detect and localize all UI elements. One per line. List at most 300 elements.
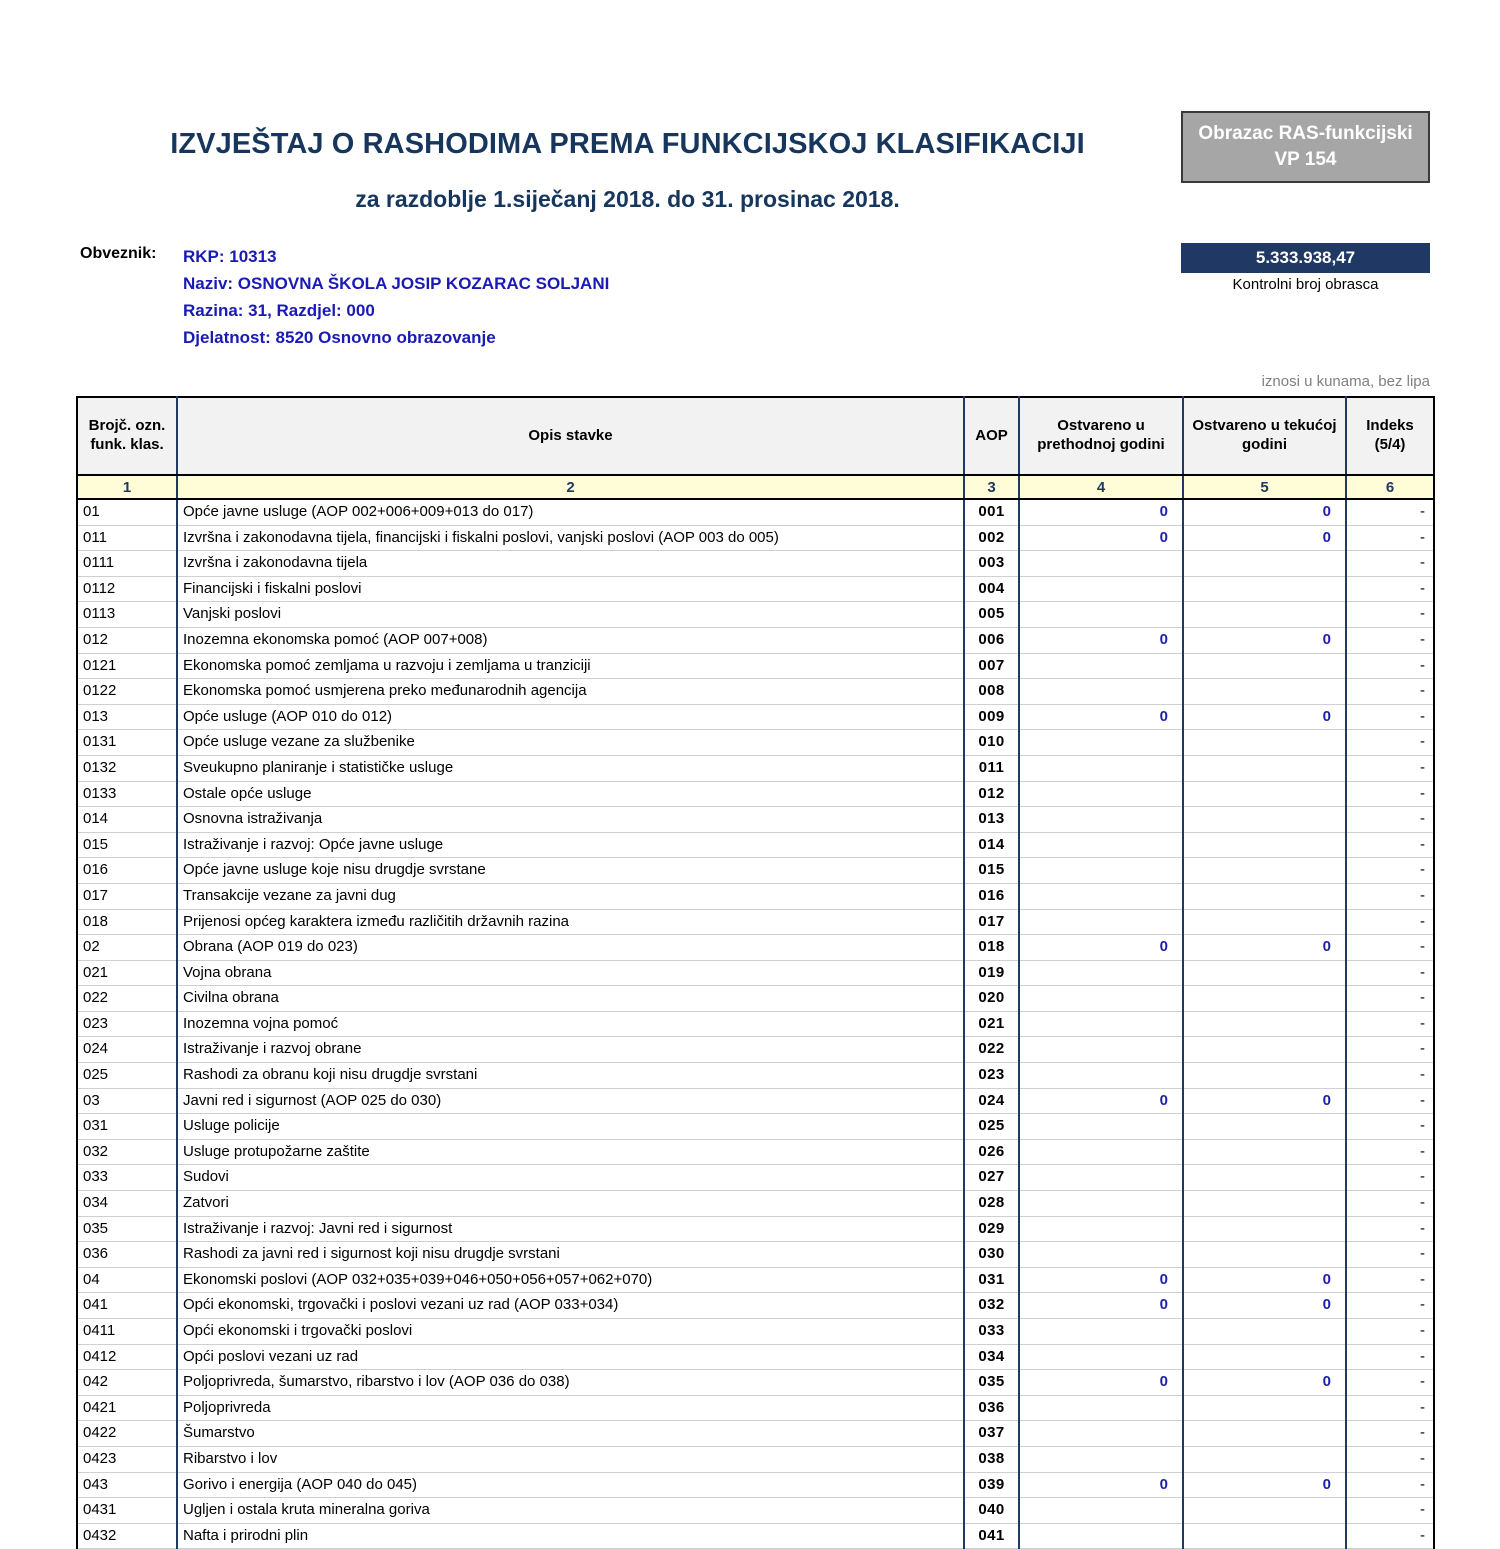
table-row xyxy=(77,1114,1434,1140)
obveznik-details xyxy=(183,244,609,352)
row-aop: 022 xyxy=(964,1037,1019,1063)
table-row xyxy=(77,653,1434,679)
row-opis: Gorivo i energija (AOP 040 do 045) xyxy=(177,1472,964,1498)
row-prev-year xyxy=(1019,1446,1183,1472)
row-aop: 021 xyxy=(964,1011,1019,1037)
row-funk-klas: 0411 xyxy=(77,1319,177,1345)
row-indeks: - xyxy=(1346,1395,1434,1421)
row-curr-year xyxy=(1183,576,1346,602)
row-prev-year xyxy=(1019,1165,1183,1191)
obveznik-label: Obveznik: xyxy=(80,245,157,262)
table-head xyxy=(77,397,1434,499)
row-opis: Izvršna i zakonodavna tijela, financijski i fiskalni poslovi, vanjski poslovi (AOP 003 do 005) xyxy=(177,525,964,551)
row-curr-year xyxy=(1183,1319,1346,1345)
row-opis: Transakcije vezane za javni dug xyxy=(177,883,964,909)
row-curr-year xyxy=(1183,832,1346,858)
table-row xyxy=(77,627,1434,653)
expenses-table-wrapper xyxy=(76,396,1433,1549)
row-aop: 033 xyxy=(964,1319,1019,1345)
table-row xyxy=(77,1139,1434,1165)
row-opis: Opće usluge vezane za službenike xyxy=(177,730,964,756)
row-opis: Osnovna istraživanja xyxy=(177,807,964,833)
obveznik-naziv: Naziv: OSNOVNA ŠKOLA JOSIP KOZARAC SOLJANI xyxy=(183,274,610,293)
row-funk-klas: 024 xyxy=(77,1037,177,1063)
row-prev-year: 0 xyxy=(1019,1088,1183,1114)
row-curr-year: 0 xyxy=(1183,1293,1346,1319)
row-prev-year: 0 xyxy=(1019,1293,1183,1319)
row-indeks: - xyxy=(1346,525,1434,551)
row-funk-klas: 014 xyxy=(77,807,177,833)
obveznik-djelatnost: Djelatnost: 8520 Osnovno obrazovanje xyxy=(183,328,496,347)
row-funk-klas: 03 xyxy=(77,1088,177,1114)
row-funk-klas: 036 xyxy=(77,1242,177,1268)
row-prev-year xyxy=(1019,807,1183,833)
row-prev-year: 0 xyxy=(1019,499,1183,525)
row-curr-year xyxy=(1183,1498,1346,1524)
row-aop: 006 xyxy=(964,627,1019,653)
row-funk-klas: 04 xyxy=(77,1267,177,1293)
row-funk-klas: 0421 xyxy=(77,1395,177,1421)
table-header-row xyxy=(77,397,1434,475)
row-prev-year: 0 xyxy=(1019,935,1183,961)
row-opis: Rashodi za obranu koji nisu drugdje svrstani xyxy=(177,1063,964,1089)
row-curr-year: 0 xyxy=(1183,525,1346,551)
row-indeks: - xyxy=(1346,960,1434,986)
row-funk-klas: 021 xyxy=(77,960,177,986)
row-prev-year: 0 xyxy=(1019,1370,1183,1396)
row-curr-year: 0 xyxy=(1183,1370,1346,1396)
row-indeks: - xyxy=(1346,858,1434,884)
row-aop: 007 xyxy=(964,653,1019,679)
row-prev-year xyxy=(1019,781,1183,807)
row-indeks: - xyxy=(1346,1472,1434,1498)
row-indeks: - xyxy=(1346,807,1434,833)
row-aop: 014 xyxy=(964,832,1019,858)
row-curr-year: 0 xyxy=(1183,1088,1346,1114)
row-opis: Opće javne usluge (AOP 002+006+009+013 do 017) xyxy=(177,499,964,525)
row-aop: 038 xyxy=(964,1446,1019,1472)
row-curr-year xyxy=(1183,1063,1346,1089)
row-funk-klas: 0422 xyxy=(77,1421,177,1447)
row-indeks: - xyxy=(1346,832,1434,858)
row-indeks: - xyxy=(1346,1344,1434,1370)
row-opis: Inozemna vojna pomoć xyxy=(177,1011,964,1037)
row-prev-year xyxy=(1019,1395,1183,1421)
row-opis: Ekonomska pomoć usmjerena preko međunarodnih agencija xyxy=(177,679,964,705)
row-aop: 027 xyxy=(964,1165,1019,1191)
col-header-funk-klas xyxy=(77,397,177,475)
row-aop: 037 xyxy=(964,1421,1019,1447)
row-funk-klas: 01 xyxy=(77,499,177,525)
row-opis: Sudovi xyxy=(177,1165,964,1191)
table-row xyxy=(77,1191,1434,1217)
row-prev-year xyxy=(1019,1242,1183,1268)
row-aop: 015 xyxy=(964,858,1019,884)
row-aop: 009 xyxy=(964,704,1019,730)
row-funk-klas: 0412 xyxy=(77,1344,177,1370)
row-curr-year xyxy=(1183,883,1346,909)
table-row xyxy=(77,909,1434,935)
row-indeks: - xyxy=(1346,1216,1434,1242)
row-curr-year xyxy=(1183,1523,1346,1549)
expenses-table xyxy=(76,396,1435,1549)
row-opis: Istraživanje i razvoj: Javni red i sigurnost xyxy=(177,1216,964,1242)
row-indeks: - xyxy=(1346,883,1434,909)
row-aop: 020 xyxy=(964,986,1019,1012)
row-indeks: - xyxy=(1346,1293,1434,1319)
table-row xyxy=(77,1037,1434,1063)
row-prev-year xyxy=(1019,858,1183,884)
row-prev-year xyxy=(1019,1344,1183,1370)
row-funk-klas: 041 xyxy=(77,1293,177,1319)
row-prev-year xyxy=(1019,1114,1183,1140)
form-code-line2: VP 154 xyxy=(1274,149,1337,170)
row-curr-year: 0 xyxy=(1183,627,1346,653)
col-header-indeks-line1: Indeks xyxy=(1366,417,1414,435)
table-row xyxy=(77,960,1434,986)
obveznik-rkp: RKP: 10313 xyxy=(183,247,277,266)
row-indeks: - xyxy=(1346,1421,1434,1447)
row-funk-klas: 0133 xyxy=(77,781,177,807)
row-curr-year xyxy=(1183,1421,1346,1447)
col-header-prev-year xyxy=(1019,397,1183,475)
row-funk-klas: 011 xyxy=(77,525,177,551)
table-row xyxy=(77,1242,1434,1268)
row-indeks: - xyxy=(1346,1242,1434,1268)
row-indeks: - xyxy=(1346,1370,1434,1396)
table-row xyxy=(77,704,1434,730)
row-aop: 008 xyxy=(964,679,1019,705)
table-column-number-row xyxy=(77,475,1434,499)
col-number-6: 6 xyxy=(1346,475,1434,499)
row-aop: 028 xyxy=(964,1191,1019,1217)
row-indeks: - xyxy=(1346,1165,1434,1191)
table-row xyxy=(77,1344,1434,1370)
table-row xyxy=(77,1421,1434,1447)
col-header-indeks xyxy=(1346,397,1434,475)
table-row xyxy=(77,883,1434,909)
row-aop: 003 xyxy=(964,551,1019,577)
row-opis: Financijski i fiskalni poslovi xyxy=(177,576,964,602)
row-curr-year xyxy=(1183,1344,1346,1370)
row-aop: 012 xyxy=(964,781,1019,807)
page-subtitle: za razdoblje 1.siječanj 2018. do 31. prosinac 2018. xyxy=(355,186,900,212)
row-curr-year xyxy=(1183,960,1346,986)
row-opis: Vanjski poslovi xyxy=(177,602,964,628)
row-funk-klas: 032 xyxy=(77,1139,177,1165)
row-curr-year xyxy=(1183,1165,1346,1191)
row-prev-year xyxy=(1019,1421,1183,1447)
row-opis: Nafta i prirodni plin xyxy=(177,1523,964,1549)
row-curr-year xyxy=(1183,986,1346,1012)
row-curr-year xyxy=(1183,602,1346,628)
row-indeks: - xyxy=(1346,627,1434,653)
row-prev-year xyxy=(1019,551,1183,577)
row-opis: Inozemna ekonomska pomoć (AOP 007+008) xyxy=(177,627,964,653)
form-code-line1: Obrazac RAS-funkcijski xyxy=(1198,123,1413,145)
row-aop: 002 xyxy=(964,525,1019,551)
row-funk-klas: 034 xyxy=(77,1191,177,1217)
row-prev-year: 0 xyxy=(1019,704,1183,730)
row-indeks: - xyxy=(1346,935,1434,961)
row-opis: Ekonomski poslovi (AOP 032+035+039+046+050+056+057+062+070) xyxy=(177,1267,964,1293)
col-number-2: 2 xyxy=(177,475,964,499)
page-title: IZVJEŠTAJ O RASHODIMA PREMA FUNKCIJSKOJ KLASIFIKACIJI xyxy=(170,128,1085,160)
col-number-3: 3 xyxy=(964,475,1019,499)
row-indeks: - xyxy=(1346,730,1434,756)
row-aop: 016 xyxy=(964,883,1019,909)
row-indeks: - xyxy=(1346,679,1434,705)
units-note: iznosi u kunama, bez lipa xyxy=(1261,373,1430,390)
col-header-funk-klas-line1: Brojč. ozn. xyxy=(88,417,166,435)
table-row xyxy=(77,1472,1434,1498)
row-opis: Zatvori xyxy=(177,1191,964,1217)
row-prev-year xyxy=(1019,576,1183,602)
row-indeks: - xyxy=(1346,1139,1434,1165)
row-curr-year xyxy=(1183,807,1346,833)
row-aop: 036 xyxy=(964,1395,1019,1421)
row-curr-year xyxy=(1183,1139,1346,1165)
row-funk-klas: 013 xyxy=(77,704,177,730)
row-indeks: - xyxy=(1346,1063,1434,1089)
table-body xyxy=(77,499,1434,1549)
row-curr-year xyxy=(1183,1216,1346,1242)
row-prev-year xyxy=(1019,1037,1183,1063)
table-row xyxy=(77,781,1434,807)
table-row xyxy=(77,858,1434,884)
row-opis: Usluge policije xyxy=(177,1114,964,1140)
row-funk-klas: 0431 xyxy=(77,1498,177,1524)
col-header-funk-klas-line2: funk. klas. xyxy=(90,436,164,453)
table-row xyxy=(77,679,1434,705)
row-aop: 029 xyxy=(964,1216,1019,1242)
control-number-caption: Kontrolni broj obrasca xyxy=(1232,276,1379,293)
table-row xyxy=(77,832,1434,858)
row-indeks: - xyxy=(1346,1037,1434,1063)
table-row xyxy=(77,1011,1434,1037)
row-funk-klas: 0432 xyxy=(77,1523,177,1549)
table-row xyxy=(77,935,1434,961)
table-row xyxy=(77,1165,1434,1191)
row-prev-year: 0 xyxy=(1019,627,1183,653)
table-row xyxy=(77,1446,1434,1472)
form-code-badge xyxy=(1181,111,1430,183)
row-aop: 034 xyxy=(964,1344,1019,1370)
row-aop: 025 xyxy=(964,1114,1019,1140)
row-opis: Javni red i sigurnost (AOP 025 do 030) xyxy=(177,1088,964,1114)
col-header-curr-year-line2: godini xyxy=(1242,436,1287,453)
row-funk-klas: 025 xyxy=(77,1063,177,1089)
table-row xyxy=(77,499,1434,525)
table-row xyxy=(77,525,1434,551)
row-opis: Opće usluge (AOP 010 do 012) xyxy=(177,704,964,730)
row-funk-klas: 0132 xyxy=(77,755,177,781)
table-row xyxy=(77,551,1434,577)
row-aop: 040 xyxy=(964,1498,1019,1524)
row-indeks: - xyxy=(1346,755,1434,781)
row-opis: Ekonomska pomoć zemljama u razvoju i zemljama u tranziciji xyxy=(177,653,964,679)
row-prev-year xyxy=(1019,755,1183,781)
row-curr-year xyxy=(1183,1114,1346,1140)
row-indeks: - xyxy=(1346,499,1434,525)
row-prev-year xyxy=(1019,1498,1183,1524)
table-row xyxy=(77,576,1434,602)
row-funk-klas: 0131 xyxy=(77,730,177,756)
col-number-4: 4 xyxy=(1019,475,1183,499)
row-opis: Opći ekonomski i trgovački poslovi xyxy=(177,1319,964,1345)
row-opis: Poljoprivreda, šumarstvo, ribarstvo i lov (AOP 036 do 038) xyxy=(177,1370,964,1396)
row-funk-klas: 0113 xyxy=(77,602,177,628)
row-aop: 039 xyxy=(964,1472,1019,1498)
row-indeks: - xyxy=(1346,1523,1434,1549)
row-prev-year xyxy=(1019,602,1183,628)
row-aop: 018 xyxy=(964,935,1019,961)
row-funk-klas: 018 xyxy=(77,909,177,935)
row-opis: Opći ekonomski, trgovački i poslovi vezani uz rad (AOP 033+034) xyxy=(177,1293,964,1319)
table-row xyxy=(77,1319,1434,1345)
row-funk-klas: 035 xyxy=(77,1216,177,1242)
row-indeks: - xyxy=(1346,1267,1434,1293)
row-funk-klas: 0122 xyxy=(77,679,177,705)
row-indeks: - xyxy=(1346,1446,1434,1472)
row-prev-year xyxy=(1019,909,1183,935)
row-indeks: - xyxy=(1346,781,1434,807)
row-opis: Ostale opće usluge xyxy=(177,781,964,807)
row-prev-year: 0 xyxy=(1019,525,1183,551)
row-aop: 019 xyxy=(964,960,1019,986)
row-opis: Ugljen i ostala kruta mineralna goriva xyxy=(177,1498,964,1524)
row-curr-year xyxy=(1183,1446,1346,1472)
obveznik-razina: Razina: 31, Razdjel: 000 xyxy=(183,301,375,320)
row-aop: 001 xyxy=(964,499,1019,525)
table-row xyxy=(77,602,1434,628)
table-row xyxy=(77,807,1434,833)
row-curr-year xyxy=(1183,1011,1346,1037)
row-curr-year xyxy=(1183,909,1346,935)
row-indeks: - xyxy=(1346,1191,1434,1217)
row-aop: 035 xyxy=(964,1370,1019,1396)
row-opis: Opće javne usluge koje nisu drugdje svrstane xyxy=(177,858,964,884)
row-prev-year xyxy=(1019,1319,1183,1345)
row-funk-klas: 0111 xyxy=(77,551,177,577)
row-funk-klas: 033 xyxy=(77,1165,177,1191)
col-header-curr-year xyxy=(1183,397,1346,475)
row-opis: Sveukupno planiranje i statističke usluge xyxy=(177,755,964,781)
row-opis: Opći poslovi vezani uz rad xyxy=(177,1344,964,1370)
row-prev-year: 0 xyxy=(1019,1267,1183,1293)
row-opis: Vojna obrana xyxy=(177,960,964,986)
row-indeks: - xyxy=(1346,704,1434,730)
row-curr-year: 0 xyxy=(1183,1267,1346,1293)
row-opis: Poljoprivreda xyxy=(177,1395,964,1421)
row-aop: 017 xyxy=(964,909,1019,935)
col-header-indeks-line2: (5/4) xyxy=(1374,436,1406,453)
col-header-opis: Opis stavke xyxy=(177,397,964,475)
table-row xyxy=(77,1063,1434,1089)
col-header-curr-year-line1: Ostvareno u tekućoj xyxy=(1192,417,1337,435)
row-prev-year xyxy=(1019,1011,1183,1037)
row-opis: Izvršna i zakonodavna tijela xyxy=(177,551,964,577)
row-indeks: - xyxy=(1346,1498,1434,1524)
row-indeks: - xyxy=(1346,1088,1434,1114)
row-prev-year xyxy=(1019,1216,1183,1242)
row-funk-klas: 017 xyxy=(77,883,177,909)
row-funk-klas: 015 xyxy=(77,832,177,858)
row-funk-klas: 016 xyxy=(77,858,177,884)
table-row xyxy=(77,1498,1434,1524)
row-funk-klas: 02 xyxy=(77,935,177,961)
row-aop: 026 xyxy=(964,1139,1019,1165)
row-aop: 013 xyxy=(964,807,1019,833)
row-curr-year xyxy=(1183,679,1346,705)
row-funk-klas: 043 xyxy=(77,1472,177,1498)
col-header-prev-year-line2: prethodnoj godini xyxy=(1037,436,1165,453)
table-row xyxy=(77,1523,1434,1549)
row-opis: Usluge protupožarne zaštite xyxy=(177,1139,964,1165)
row-indeks: - xyxy=(1346,1319,1434,1345)
row-aop: 005 xyxy=(964,602,1019,628)
control-number-value: 5.333.938,47 xyxy=(1181,243,1430,273)
row-aop: 031 xyxy=(964,1267,1019,1293)
row-opis: Šumarstvo xyxy=(177,1421,964,1447)
row-curr-year xyxy=(1183,730,1346,756)
row-opis: Rashodi za javni red i sigurnost koji nisu drugdje svrstani xyxy=(177,1242,964,1268)
row-funk-klas: 0423 xyxy=(77,1446,177,1472)
row-curr-year xyxy=(1183,551,1346,577)
row-funk-klas: 0121 xyxy=(77,653,177,679)
row-aop: 024 xyxy=(964,1088,1019,1114)
row-curr-year xyxy=(1183,755,1346,781)
row-funk-klas: 0112 xyxy=(77,576,177,602)
row-funk-klas: 012 xyxy=(77,627,177,653)
row-opis: Prijenosi općeg karaktera između različitih državnih razina xyxy=(177,909,964,935)
table-row xyxy=(77,1267,1434,1293)
row-curr-year xyxy=(1183,653,1346,679)
row-indeks: - xyxy=(1346,653,1434,679)
table-row xyxy=(77,1395,1434,1421)
row-indeks: - xyxy=(1346,1114,1434,1140)
row-curr-year: 0 xyxy=(1183,704,1346,730)
row-aop: 030 xyxy=(964,1242,1019,1268)
col-header-aop: AOP xyxy=(964,397,1019,475)
row-prev-year: 0 xyxy=(1019,1472,1183,1498)
row-curr-year xyxy=(1183,1191,1346,1217)
col-number-1: 1 xyxy=(77,475,177,499)
row-opis: Civilna obrana xyxy=(177,986,964,1012)
row-prev-year xyxy=(1019,960,1183,986)
row-prev-year xyxy=(1019,1191,1183,1217)
table-row xyxy=(77,730,1434,756)
row-indeks: - xyxy=(1346,602,1434,628)
row-aop: 004 xyxy=(964,576,1019,602)
row-aop: 010 xyxy=(964,730,1019,756)
row-curr-year: 0 xyxy=(1183,1472,1346,1498)
table-row xyxy=(77,1293,1434,1319)
col-header-prev-year-line1: Ostvareno u xyxy=(1057,417,1145,435)
row-indeks: - xyxy=(1346,1011,1434,1037)
row-opis: Obrana (AOP 019 do 023) xyxy=(177,935,964,961)
row-indeks: - xyxy=(1346,986,1434,1012)
row-prev-year xyxy=(1019,653,1183,679)
table-row xyxy=(77,1088,1434,1114)
row-prev-year xyxy=(1019,730,1183,756)
row-aop: 023 xyxy=(964,1063,1019,1089)
row-opis: Istraživanje i razvoj obrane xyxy=(177,1037,964,1063)
row-aop: 011 xyxy=(964,755,1019,781)
row-funk-klas: 022 xyxy=(77,986,177,1012)
row-prev-year xyxy=(1019,1063,1183,1089)
row-funk-klas: 042 xyxy=(77,1370,177,1396)
